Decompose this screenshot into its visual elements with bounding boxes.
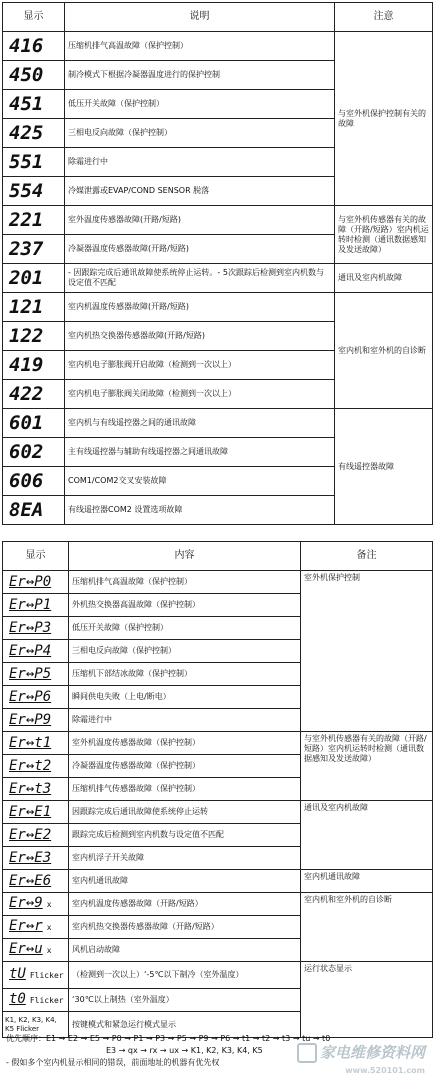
error-code: 121: [3, 293, 65, 322]
col-header-description: 说明: [65, 3, 335, 32]
note-cell: 通讯及室内机故障: [335, 264, 433, 293]
error-code: tU Flicker: [3, 962, 69, 989]
watermark-url: www.520101.com: [345, 1066, 425, 1075]
col-header-content: 内容: [69, 542, 301, 571]
note-cell: 通讯及室内机故障: [301, 801, 433, 870]
priority-line-1: 优先顺序：E1 → E2 → E5 → P0 → P1 → P3 → P5 → P9 → P6 → t1 → t2 → t3 → tu → t0: [6, 1034, 331, 1043]
note-cell: 室外机保护控制: [301, 571, 433, 732]
error-description: 因跟踪完成后通讯故障使系统停止运转: [69, 801, 301, 824]
error-description: 室内机热交换器传感器故障（开路/短路）: [69, 916, 301, 939]
error-description: 三相电反向故障（保护控制）: [69, 640, 301, 663]
error-code: 450: [3, 61, 65, 90]
error-description: 按键模式和紧急运行模式显示: [69, 1012, 301, 1038]
error-description: 室外机温度传感器故障（保护控制）: [69, 732, 301, 755]
col-header-note: 注意: [335, 3, 433, 32]
error-code: 122: [3, 322, 65, 351]
error-code-table-1: [2, 2, 433, 525]
error-code-table-2: [2, 541, 433, 1038]
error-description: 室内机电子膨胀阀开启故障（检测到一次以上）: [65, 351, 335, 380]
table-row: [3, 32, 433, 61]
error-description: 室内机电子膨胀阀关闭故障（检测到一次以上）: [65, 380, 335, 409]
error-description: 室外温度传感器故障(开路/短路): [65, 206, 335, 235]
error-description: 室内机浮子开关故障: [69, 847, 301, 870]
watermark-text: 家电维修资料网: [319, 1043, 425, 1062]
error-code: 237: [3, 235, 65, 264]
error-code: 8EA: [3, 496, 65, 525]
error-code: Er↔t3: [3, 778, 69, 801]
note-cell: 与室外机传感器有关的故障（开路/短路）室内机运转时检测（通讯数据感知及发送故障）: [335, 206, 433, 264]
error-description: ‘30℃以上制热（室外温度）: [69, 989, 301, 1012]
error-description: 除霜进行中: [69, 709, 301, 732]
error-code: Er↔E3: [3, 847, 69, 870]
error-description: （检测到一次以上）‘-5℃以下制冷（室外温度）: [69, 962, 301, 989]
table-row: [3, 293, 433, 322]
error-code: Er↔t1: [3, 732, 69, 755]
error-description: 风机启动故障: [69, 939, 301, 962]
error-code: Er↔P5: [3, 663, 69, 686]
error-description: 室内机与有线遥控器之间的通讯故障: [65, 409, 335, 438]
note-cell: 室内机和室外机的自诊断: [301, 893, 433, 962]
table-row: [3, 571, 433, 594]
error-code: Er↔P9: [3, 709, 69, 732]
note-cell: 有线遥控器故障: [335, 409, 433, 525]
error-description: 压缩机排气高温故障（保护控制）: [69, 571, 301, 594]
error-description: 有线遥控器COM2 设置选项故障: [65, 496, 335, 525]
error-code: 422: [3, 380, 65, 409]
error-description: 跟踪完成后检测到室内机数与设定值不匹配: [69, 824, 301, 847]
table-row: [3, 893, 433, 916]
error-description: - 因跟踪完成后通讯故障使系统停止运转。- 5次跟踪后检测到室内机数与设定值不匹配: [65, 264, 335, 293]
error-code: 601: [3, 409, 65, 438]
error-code: 416: [3, 32, 65, 61]
error-code: Er↔E1: [3, 801, 69, 824]
table-row: [3, 801, 433, 824]
error-code: Er↔E2: [3, 824, 69, 847]
error-description: 外机热交换器高温故障（保护控制）: [69, 594, 301, 617]
error-code: Er↔P3: [3, 617, 69, 640]
priority-note: - 假如多个室内机显示相同的错误，前面地址的机器有优先权: [6, 1058, 220, 1067]
table-row: [3, 206, 433, 235]
error-description: 压缩机下部结冰故障（保护控制）: [69, 663, 301, 686]
table-row: [3, 870, 433, 893]
error-code: 425: [3, 119, 65, 148]
error-code: t0 Flicker: [3, 989, 69, 1012]
error-code: Er↔t2: [3, 755, 69, 778]
error-code: 221: [3, 206, 65, 235]
note-cell: 与室外机传感器有关的故障（开路/短路）室内机运转时检测（通讯数据感知及发送故障）: [301, 732, 433, 801]
col-header-remark: 备注: [301, 542, 433, 571]
error-description: 瞬间供电失败（上电/断电）: [69, 686, 301, 709]
error-code: 201: [3, 264, 65, 293]
error-description: 低压开关故障（保护控制）: [69, 617, 301, 640]
error-code: 606: [3, 467, 65, 496]
watermark: [297, 1043, 425, 1079]
error-code: 451: [3, 90, 65, 119]
error-code: Er↔P1: [3, 594, 69, 617]
error-code: K1, K2, K3, K4, K5 Flicker: [3, 1012, 69, 1038]
error-description: 室内机热交换器传感器故障(开路/短路): [65, 322, 335, 351]
col-header-display: 显示: [3, 3, 65, 32]
error-code: Er↔P6: [3, 686, 69, 709]
error-code: Er↔r x: [3, 916, 69, 939]
error-description: 低压开关故障（保护控制）: [65, 90, 335, 119]
note-cell: 室内机和室外机的自诊断: [335, 293, 433, 409]
table-row: [3, 264, 433, 293]
error-code: 551: [3, 148, 65, 177]
priority-line-2: E3 → qx → rx → ux → K1, K2, K3, K4, K5: [106, 1046, 263, 1055]
error-code: Er↔P0: [3, 571, 69, 594]
error-description: 室内机通讯故障: [69, 870, 301, 893]
col-header-display: 显示: [3, 542, 69, 571]
error-code: Er↔P4: [3, 640, 69, 663]
error-code: 554: [3, 177, 65, 206]
error-description: 室内机温度传感器故障（开路/短路）: [69, 893, 301, 916]
error-description: 制冷模式下根据冷凝器温度进行的保护控制: [65, 61, 335, 90]
error-code: Er↔E6: [3, 870, 69, 893]
table-row: [3, 409, 433, 438]
error-code: 419: [3, 351, 65, 380]
error-description: 主有线遥控器与辅助有线遥控器之间通讯故障: [65, 438, 335, 467]
note-cell: 室内机通讯故障: [301, 870, 433, 893]
error-description: 冷凝器温度传感器故障(开路/短路): [65, 235, 335, 264]
error-description: 压缩机排气高温故障（保护控制）: [65, 32, 335, 61]
error-code: Er↔u x: [3, 939, 69, 962]
error-description: 三相电反向故障（保护控制）: [65, 119, 335, 148]
note-cell: 与室外机保护控制有关的故障: [335, 32, 433, 206]
error-description: COM1/COM2交叉安装故障: [65, 467, 335, 496]
error-description: 冷媒泄露或EVAP/COND SENSOR 脱落: [65, 177, 335, 206]
error-description: 冷凝器温度传感器故障（保护控制）: [69, 755, 301, 778]
note-cell: 运行状态显示: [301, 962, 433, 1038]
error-description: 压缩机排气传感器故障（保护控制）: [69, 778, 301, 801]
error-code: Er↔9 x: [3, 893, 69, 916]
error-code: 602: [3, 438, 65, 467]
table-row: [3, 732, 433, 755]
watermark-logo-icon: [297, 1043, 317, 1063]
error-description: 室内机温度传感器故障(开路/短路): [65, 293, 335, 322]
table-row: [3, 962, 433, 989]
error-description: 除霜进行中: [65, 148, 335, 177]
